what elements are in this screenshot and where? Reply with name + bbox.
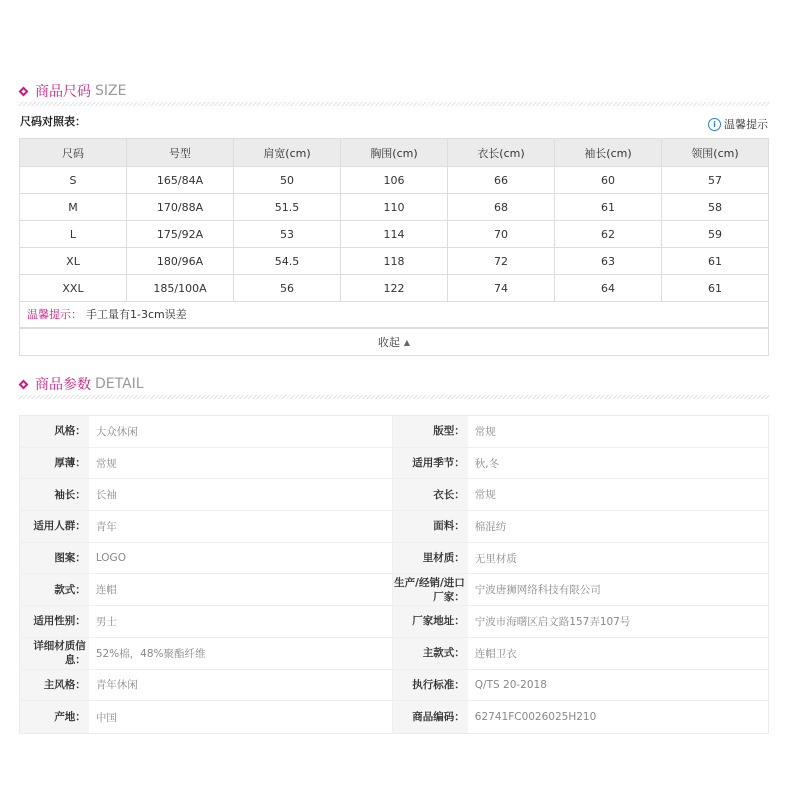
table-cell: XL bbox=[20, 248, 127, 275]
param-key: 面料： bbox=[393, 511, 468, 542]
param-value: 青年休闲 bbox=[89, 670, 393, 701]
table-cell: 72 bbox=[448, 248, 555, 275]
diamond-bullet-icon bbox=[19, 86, 29, 96]
detail-section-subtitle: DETAIL bbox=[95, 376, 144, 392]
table-header-row bbox=[20, 139, 769, 167]
column-header: 领围(cm) bbox=[662, 139, 769, 167]
param-key: 图案： bbox=[20, 543, 89, 574]
param-row bbox=[20, 479, 768, 511]
table-cell: S bbox=[20, 167, 127, 194]
table-cell: 59 bbox=[662, 221, 769, 248]
param-value: 连帽 bbox=[89, 574, 393, 605]
param-value: 52%棉，48%聚酯纤维 bbox=[89, 638, 393, 669]
param-row bbox=[20, 638, 768, 670]
table-cell: 70 bbox=[448, 221, 555, 248]
param-key: 执行标准： bbox=[393, 670, 468, 701]
param-key: 适用性别： bbox=[20, 606, 89, 637]
table-cell: 63 bbox=[555, 248, 662, 275]
param-key: 产地： bbox=[20, 701, 89, 733]
column-header: 胸围(cm) bbox=[341, 139, 448, 167]
table-cell: 114 bbox=[341, 221, 448, 248]
param-key: 适用季节： bbox=[393, 448, 468, 479]
param-row bbox=[20, 448, 768, 480]
param-value: LOGO bbox=[89, 543, 393, 574]
size-section-title: 商品尺码 bbox=[35, 84, 91, 100]
size-note bbox=[19, 301, 769, 328]
param-key: 款式： bbox=[20, 574, 89, 605]
param-key: 风格： bbox=[20, 416, 89, 447]
param-row bbox=[20, 543, 768, 575]
table-cell: 61 bbox=[662, 248, 769, 275]
table-cell: 118 bbox=[341, 248, 448, 275]
diamond-bullet-icon bbox=[19, 379, 29, 389]
table-cell: 110 bbox=[341, 194, 448, 221]
tip-link-label: 温馨提示 bbox=[724, 118, 768, 131]
param-row bbox=[20, 416, 768, 448]
param-key: 袖长： bbox=[20, 479, 89, 510]
column-header: 袖长(cm) bbox=[555, 139, 662, 167]
param-value: 连帽卫衣 bbox=[474, 647, 517, 660]
size-section-subtitle: SIZE bbox=[95, 83, 127, 99]
table-cell: 60 bbox=[555, 167, 662, 194]
table-cell: 170/88A bbox=[127, 194, 234, 221]
column-header: 尺码 bbox=[20, 139, 127, 167]
table-cell: M bbox=[20, 194, 127, 221]
table-row bbox=[20, 221, 769, 248]
table-cell: 58 bbox=[662, 194, 769, 221]
size-section-header bbox=[18, 79, 770, 103]
info-icon: i bbox=[708, 118, 721, 131]
param-key: 版型： bbox=[393, 416, 468, 447]
collapse-label: 收起 bbox=[377, 336, 400, 349]
table-cell: 122 bbox=[341, 275, 448, 302]
table-cell: 62 bbox=[555, 221, 662, 248]
param-key: 生产/经销/进口厂家： bbox=[393, 574, 468, 605]
param-value: 棉混纺 bbox=[474, 520, 507, 533]
table-cell: 61 bbox=[662, 275, 769, 302]
table-cell: 66 bbox=[448, 167, 555, 194]
param-row bbox=[20, 606, 768, 638]
size-note-text: 手工量有1-3cm误差 bbox=[86, 308, 187, 321]
param-key: 适用人群： bbox=[20, 511, 89, 542]
table-cell: 165/84A bbox=[127, 167, 234, 194]
table-cell: 68 bbox=[448, 194, 555, 221]
param-value: 男士 bbox=[89, 606, 393, 637]
size-chart-label: 尺码对照表： bbox=[20, 115, 86, 128]
table-cell: XXL bbox=[20, 275, 127, 302]
table-cell: 64 bbox=[555, 275, 662, 302]
table-cell: 106 bbox=[341, 167, 448, 194]
table-cell: 185/100A bbox=[127, 275, 234, 302]
params-table bbox=[19, 415, 769, 734]
param-row bbox=[20, 574, 768, 606]
table-cell: 54.5 bbox=[234, 248, 341, 275]
table-cell: 74 bbox=[448, 275, 555, 302]
param-key: 主风格： bbox=[20, 670, 89, 701]
param-key: 衣长： bbox=[393, 479, 468, 510]
table-row bbox=[20, 275, 769, 302]
param-key: 详细材质信息： bbox=[20, 638, 89, 669]
table-row bbox=[20, 194, 769, 221]
param-value: 62741FC0026025H210 bbox=[474, 711, 597, 724]
table-row bbox=[20, 167, 769, 194]
table-cell: 57 bbox=[662, 167, 769, 194]
size-table bbox=[19, 138, 769, 302]
column-header: 衣长(cm) bbox=[448, 139, 555, 167]
param-value: 无里材质 bbox=[474, 552, 517, 565]
param-value: 常规 bbox=[474, 425, 496, 438]
table-cell: L bbox=[20, 221, 127, 248]
chevron-up-icon: ▲ bbox=[403, 337, 411, 347]
param-row bbox=[20, 511, 768, 543]
param-key: 厂家地址： bbox=[393, 606, 468, 637]
table-cell: 51.5 bbox=[234, 194, 341, 221]
collapse-button[interactable] bbox=[19, 328, 769, 356]
param-key: 厚薄： bbox=[20, 448, 89, 479]
param-value: 宁波市海曙区启文路157弄107号 bbox=[474, 615, 631, 628]
detail-section-header bbox=[18, 372, 770, 396]
table-cell: 180/96A bbox=[127, 248, 234, 275]
param-value: 中国 bbox=[89, 701, 393, 733]
param-key: 里材质： bbox=[393, 543, 468, 574]
column-header: 肩宽(cm) bbox=[234, 139, 341, 167]
param-row bbox=[20, 701, 768, 733]
detail-section-title: 商品参数 bbox=[35, 377, 91, 393]
param-row bbox=[20, 670, 768, 702]
table-cell: 56 bbox=[234, 275, 341, 302]
table-cell: 53 bbox=[234, 221, 341, 248]
param-value: 长袖 bbox=[89, 479, 393, 510]
section-divider bbox=[18, 102, 770, 106]
table-row bbox=[20, 248, 769, 275]
param-value: 常规 bbox=[474, 489, 496, 502]
param-value: 大众休闲 bbox=[89, 416, 393, 447]
param-key: 主款式： bbox=[393, 638, 468, 669]
param-key: 商品编码： bbox=[393, 701, 468, 733]
tip-link[interactable] bbox=[708, 116, 768, 132]
section-divider bbox=[18, 395, 770, 399]
table-cell: 175/92A bbox=[127, 221, 234, 248]
table-cell: 61 bbox=[555, 194, 662, 221]
param-value: 青年 bbox=[89, 511, 393, 542]
param-value: Q/TS 20-2018 bbox=[474, 678, 547, 691]
param-value: 秋,冬 bbox=[474, 457, 500, 470]
column-header: 号型 bbox=[127, 139, 234, 167]
table-cell: 50 bbox=[234, 167, 341, 194]
size-note-label: 温馨提示： bbox=[27, 308, 82, 321]
param-value: 宁波唐狮网络科技有限公司 bbox=[474, 584, 601, 597]
param-value: 常规 bbox=[89, 448, 393, 479]
